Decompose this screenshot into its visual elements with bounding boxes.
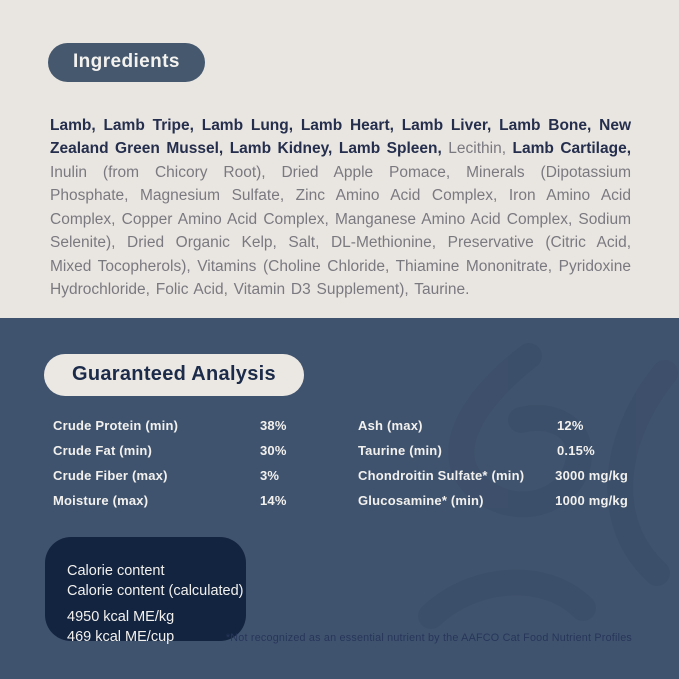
analysis-value: 3000 mg/kg	[555, 468, 628, 483]
analysis-row	[53, 463, 353, 488]
analysis-label: Crude Protein (min)	[53, 418, 179, 433]
calorie-line: 4950 kcal ME/kg	[67, 609, 175, 625]
analysis-value: 3%	[260, 468, 280, 483]
analysis-column-right	[358, 413, 628, 513]
calorie-line: 469 kcal ME/cup	[67, 629, 175, 645]
analysis-value: 30%	[260, 443, 287, 458]
calorie-line: Calorie content	[67, 563, 165, 579]
analysis-row	[358, 413, 628, 438]
aafco-footnote: *Not recognized as an essential nutrient by the AAFCO Cat Food Nutrient Profiles	[225, 632, 632, 644]
analysis-column-left	[53, 413, 353, 513]
ingredients-segment-regular: Inulin (from Chicory Root), Dried Apple Pomace, Minerals (Dipotassium Phosphate, Magnesium Sulfate, Zinc Amino Acid Complex, Iron Amino Acid Complex, Copper Amino Acid Complex, Manganese Amino Acid Complex, Sodium Selenite), Dried Organic Kelp, Salt, DL-Methionine, Preservative (Citric Acid, Mixed Tocopherols), Vitamins (Choline Chloride, Thiamine Mononitrate, Pyridoxine Hydrochloride, Folic Acid, Vitamin D3 Supplement), Taurine.	[50, 163, 631, 298]
analysis-label: Moisture (max)	[53, 493, 149, 508]
analysis-label: Taurine (min)	[358, 443, 442, 458]
analysis-row	[358, 438, 628, 463]
calorie-content-box	[45, 537, 246, 645]
analysis-label: Chondroitin Sulfate* (min)	[358, 468, 525, 483]
analysis-row	[53, 438, 353, 463]
ingredients-paragraph	[50, 114, 631, 302]
ingredients-segment-bold: Lamb Cartilage,	[512, 140, 631, 157]
analysis-row	[53, 413, 353, 438]
ingredients-badge: Ingredients	[48, 43, 205, 82]
analysis-value: 1000 mg/kg	[555, 493, 628, 508]
ingredients-segment-regular: Lecithin,	[448, 140, 513, 157]
ingredients-section	[0, 0, 679, 318]
analysis-row	[358, 488, 628, 513]
analysis-value: 0.15%	[557, 443, 595, 458]
analysis-label: Ash (max)	[358, 418, 423, 433]
analysis-value: 38%	[260, 418, 287, 433]
calorie-line: Calorie content (calculated)	[67, 583, 244, 599]
guaranteed-analysis-section	[0, 318, 679, 679]
guaranteed-analysis-badge: Guaranteed Analysis	[44, 354, 304, 396]
analysis-label: Glucosamine* (min)	[358, 493, 484, 508]
analysis-label: Crude Fat (min)	[53, 443, 153, 458]
analysis-table	[53, 413, 628, 517]
analysis-row	[358, 463, 628, 488]
analysis-value: 12%	[557, 418, 584, 433]
analysis-label: Crude Fiber (max)	[53, 468, 168, 483]
ingredients-segment-bold: Lamb, Lamb Tripe, Lamb Lung, Lamb Heart, Lamb Liver, Lamb Bone, New Zealand Green Mussel, Lamb Kidney, Lamb Spleen,	[50, 116, 631, 157]
analysis-row	[53, 488, 353, 513]
analysis-value: 14%	[260, 493, 287, 508]
